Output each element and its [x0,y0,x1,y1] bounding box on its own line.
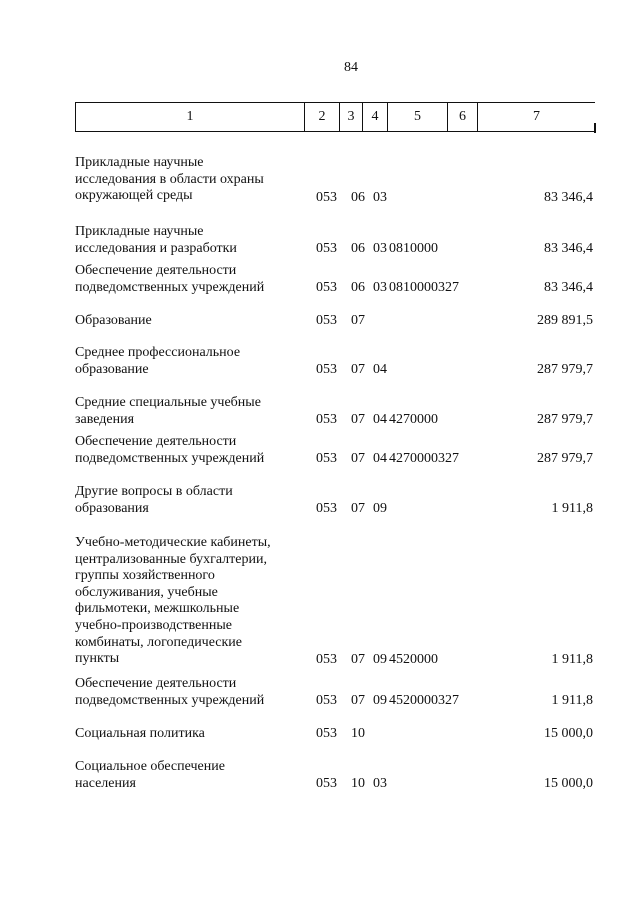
code-rz: 07 [351,652,365,668]
code-vr: 327 [438,693,459,709]
header-col-6: 6 [448,103,478,131]
row-name: Социальное обеспечение населения [75,759,225,791]
code-csr: 4520000 [389,652,438,668]
code-rz: 06 [351,241,365,257]
table-row [0,484,640,518]
header-col-5: 5 [388,103,448,131]
table-row [0,535,640,669]
row-name: Социальная политика [75,726,205,741]
row-name: Обеспечение деятельности подведомственных учреждений [75,263,265,295]
code-rz: 06 [351,190,365,206]
code-rz: 07 [351,412,365,428]
row-amount: 1 911,8 [551,693,593,709]
table-row [0,345,640,379]
code-rz: 10 [351,726,365,742]
code-pr: 03 [373,280,387,296]
table-row [0,263,640,297]
row-name: Обеспечение деятельности подведомственных учреждений [75,434,265,466]
code-csr: 4520000 [389,693,438,709]
code-ved: 053 [316,726,337,742]
code-rz: 07 [351,362,365,378]
row-name: Учебно-методические кабинеты, централизованные бухгалтерии, группы хозяйственного обслуживания, учебные фильмотеки, межшкольные учебно-производственные комбинаты, логопедические пункты [75,535,271,667]
row-name: Прикладные научные исследования и разработки [75,224,237,256]
row-amount: 83 346,4 [544,280,593,296]
code-vr: 327 [438,451,459,467]
row-name: Прикладные научные исследования в области охраны окружающей среды [75,155,264,204]
row-amount: 15 000,0 [544,726,593,742]
code-ved: 053 [316,241,337,257]
row-amount: 289 891,5 [537,313,593,329]
header-right-tick [594,123,596,133]
table-row [0,434,640,468]
code-ved: 053 [316,501,337,517]
header-col-1: 1 [76,103,305,131]
code-csr: 4270000 [389,412,438,428]
row-name: Средние специальные учебные заведения [75,395,261,427]
page-number: 84 [344,60,358,75]
code-pr: 04 [373,412,387,428]
row-amount: 83 346,4 [544,190,593,206]
code-ved: 053 [316,190,337,206]
code-ved: 053 [316,652,337,668]
code-rz: 10 [351,776,365,792]
code-csr: 0810000 [389,241,438,257]
table-row [0,395,640,429]
code-ved: 053 [316,776,337,792]
code-rz: 07 [351,451,365,467]
table-row [0,224,640,258]
code-pr: 04 [373,362,387,378]
code-rz: 07 [351,693,365,709]
code-ved: 053 [316,451,337,467]
code-pr: 09 [373,501,387,517]
row-amount: 1 911,8 [551,501,593,517]
code-pr: 09 [373,652,387,668]
header-col-4: 4 [363,103,388,131]
code-rz: 07 [351,313,365,329]
code-rz: 06 [351,280,365,296]
table-row [0,726,640,743]
header-col-3: 3 [340,103,363,131]
row-amount: 287 979,7 [537,412,593,428]
header-col-7: 7 [533,109,540,124]
row-amount: 15 000,0 [544,776,593,792]
code-ved: 053 [316,362,337,378]
table-row [0,759,640,793]
code-rz: 07 [351,501,365,517]
code-ved: 053 [316,693,337,709]
code-csr: 4270000 [389,451,438,467]
code-pr: 03 [373,776,387,792]
code-pr: 09 [373,693,387,709]
row-amount: 287 979,7 [537,362,593,378]
code-csr: 0810000 [389,280,438,296]
code-vr: 327 [438,280,459,296]
code-pr: 03 [373,190,387,206]
table-row [0,155,640,207]
code-ved: 053 [316,412,337,428]
code-pr: 04 [373,451,387,467]
table-header [75,102,595,132]
row-name: Среднее профессиональное образование [75,345,241,377]
row-name: Обеспечение деятельности подведомственных учреждений [75,676,265,708]
row-name: Образование [75,313,152,328]
table-row [0,313,640,330]
table-row [0,676,640,710]
code-ved: 053 [316,313,337,329]
row-name: Другие вопросы в области образования [75,484,233,516]
row-amount: 287 979,7 [537,451,593,467]
header-col-2: 2 [305,103,340,131]
row-amount: 1 911,8 [551,652,593,668]
row-amount: 83 346,4 [544,241,593,257]
code-ved: 053 [316,280,337,296]
code-pr: 03 [373,241,387,257]
